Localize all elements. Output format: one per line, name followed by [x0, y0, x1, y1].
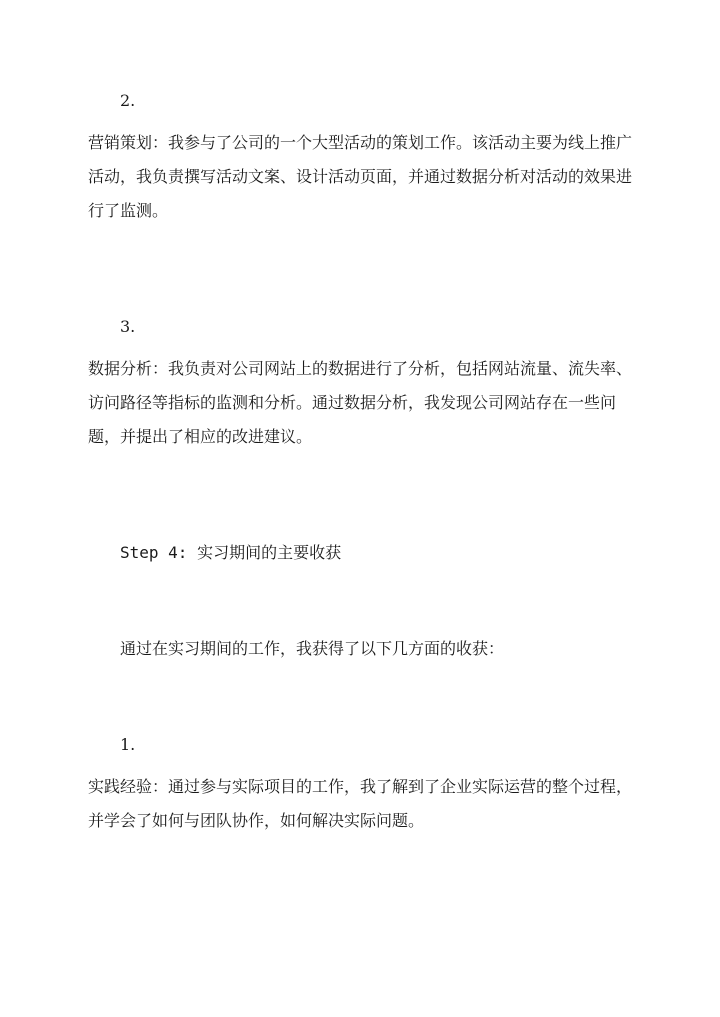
list-number-2: 2. — [120, 91, 136, 110]
paragraph-practical-experience: 实践经验：通过参与实际项目的工作，我了解到了企业实际运营的整个过程，并学会了如何与团队协作，如何解决实际问题。 — [88, 777, 633, 830]
step4-intro: 通过在实习期间的工作，我获得了以下几方面的收获： — [120, 639, 505, 658]
list-number-3: 3. — [120, 317, 136, 336]
paragraph-marketing-planning: 营销策划：我参与了公司的一个大型活动的策划工作。该活动主要为线上推广活动，我负责撰写活动文案、设计活动页面，并通过数据分析对活动的效果进行了监测。 — [88, 133, 633, 220]
paragraph-data-analysis: 数据分析：我负责对公司网站上的数据进行了分析，包括网站流量、流失率、访问路径等指标的监测和分析。通过数据分析，我发现公司网站存在一些问题，并提出了相应的改进建议。 — [88, 359, 633, 446]
step4-heading: Step 4: 实习期间的主要收获 — [120, 543, 342, 562]
list-number-1: 1. — [120, 735, 136, 754]
